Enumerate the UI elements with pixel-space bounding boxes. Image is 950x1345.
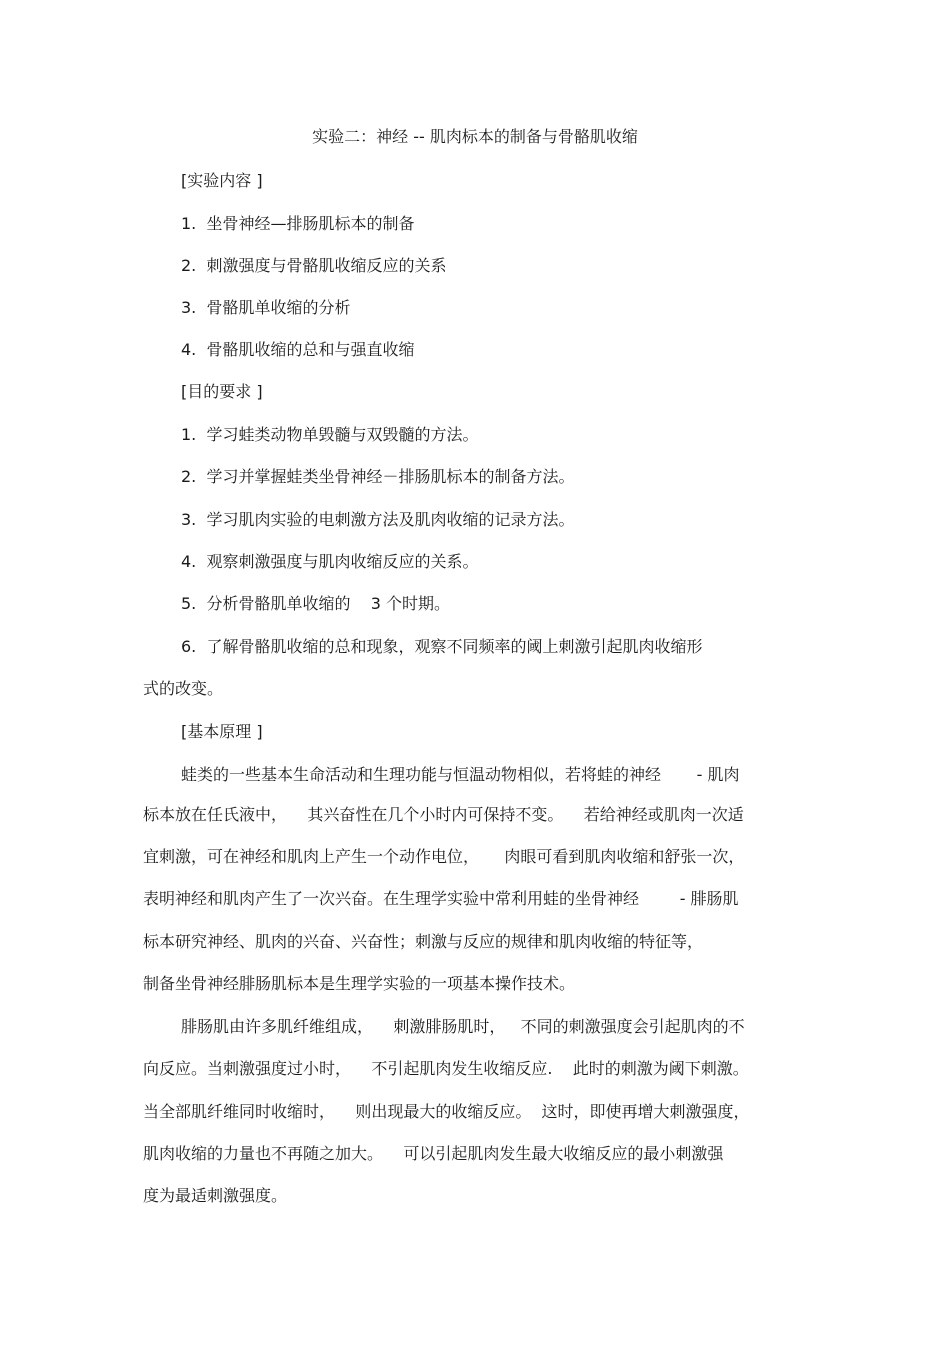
principle-para1-line3: 宜刺激，可在神经和肌肉上产生一个动作电位， 肉眼可看到肌肉收缩和舒张一次， — [143, 847, 745, 866]
principle-para1-line5: 标本研究神经、肌肉的兴奋、兴奋性；刺激与反应的规律和肌肉收缩的特征等， — [143, 932, 704, 951]
section-heading-content: [实验内容 ] — [181, 171, 263, 190]
principle-para2-line5: 度为最适刺激强度。 — [143, 1186, 288, 1205]
principle-para2-line2: 向反应。当刺激强度过小时， 不引起肌肉发生收缩反应. 此时的刺激为阈下刺激。 — [143, 1059, 749, 1078]
objective-item-1: 1. 学习蛙类动物单毁髓与双毁髓的方法。 — [181, 425, 479, 444]
objective-item-3: 3. 学习肌肉实验的电刺激方法及肌肉收缩的记录方法。 — [181, 510, 575, 529]
content-item-2: 2. 刺激强度与骨骼肌收缩反应的关系 — [181, 256, 447, 275]
principle-para1-line2: 标本放在任氏液中， 其兴奋性在几个小时内可保持不变。 若给神经或肌肉一次适 — [143, 805, 744, 824]
content-item-4: 4. 骨骼肌收缩的总和与强直收缩 — [181, 340, 415, 359]
principle-para2-line3: 当全部肌纤维同时收缩时， 则出现最大的收缩反应。 这时，即使再增大刺激强度， — [143, 1102, 750, 1121]
principle-para1-line4: 表明神经和肌肉产生了一次兴奋。在生理学实验中常利用蛙的坐骨神经 - 腓肠肌 — [143, 889, 739, 908]
section-heading-objectives: [目的要求 ] — [181, 382, 263, 401]
objective-item-4: 4. 观察刺激强度与肌肉收缩反应的关系。 — [181, 552, 479, 571]
objective-item-6: 6. 了解骨骼肌收缩的总和现象，观察不同频率的阈上刺激引起肌肉收缩形 — [181, 637, 703, 656]
objective-item-5: 5. 分析骨骼肌单收缩的 3 个时期。 — [181, 594, 451, 613]
principle-para1-line1: 蛙类的一些基本生命活动和生理功能与恒温动物相似，若将蛙的神经 - 肌肉 — [181, 765, 740, 784]
objective-item-2: 2. 学习并掌握蛙类坐骨神经－排肠肌标本的制备方法。 — [181, 467, 575, 486]
principle-para2-line4: 肌肉收缩的力量也不再随之加大。 可以引起肌肉发生最大收缩反应的最小刺激强 — [143, 1144, 724, 1163]
objective-item-6-continued: 式的改变。 — [143, 679, 224, 698]
principle-para1-line6: 制备坐骨神经腓肠肌标本是生理学实验的一项基本操作技术。 — [143, 974, 576, 993]
content-item-1: 1. 坐骨神经—排肠肌标本的制备 — [181, 214, 415, 233]
content-item-3: 3. 骨骼肌单收缩的分析 — [181, 298, 351, 317]
section-heading-principle: [基本原理 ] — [181, 722, 263, 741]
page-title: 实验二：神经 -- 肌肉标本的制备与骨骼肌收缩 — [312, 127, 638, 146]
principle-para2-line1: 腓肠肌由许多肌纤维组成， 刺激腓肠肌时， 不同的刺激强度会引起肌肉的不 — [181, 1017, 745, 1036]
